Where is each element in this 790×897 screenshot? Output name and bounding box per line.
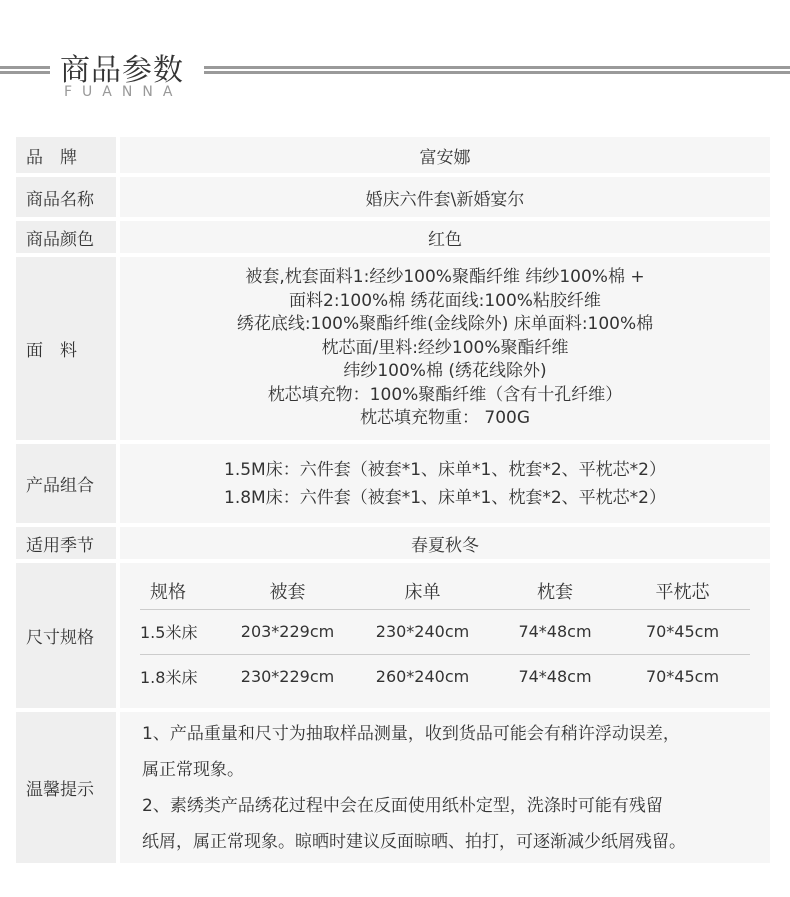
- combo-line: 1.5M床：六件套（被套*1、床单*1、枕套*2、平枕芯*2）: [224, 459, 666, 480]
- size-value: [120, 563, 770, 708]
- combo-label: 产品组合: [16, 444, 116, 523]
- header-rule-right: [204, 66, 790, 74]
- size-table-header: [140, 573, 750, 610]
- row-combo: [16, 444, 770, 523]
- size-label: 尺寸规格: [16, 563, 116, 708]
- tips-line: 2、素绣类产品绣花过程中会在反面使用纸朴定型，洗涤时可能有残留: [142, 795, 663, 816]
- brand-label: 品 牌: [16, 137, 116, 173]
- size-cell: 230*240cm: [375, 622, 470, 641]
- fabric-value: [120, 257, 770, 440]
- size-header-cell: 平枕芯: [655, 581, 710, 603]
- combo-value: [120, 444, 770, 523]
- fabric-line: 枕芯填充物：100%聚酯纤维（含有十孔纤维）: [267, 384, 623, 405]
- name-label: 商品名称: [16, 177, 116, 217]
- row-color: [16, 221, 770, 253]
- size-header-cell: 床单: [404, 581, 441, 603]
- tips-label: 温馨提示: [16, 712, 116, 863]
- fabric-label: 面 料: [16, 257, 116, 440]
- size-cell: 1.8米床: [140, 668, 198, 687]
- size-cell: 74*48cm: [518, 622, 592, 641]
- size-cell: 70*45cm: [645, 667, 720, 686]
- row-season: [16, 527, 770, 559]
- size-header-cell: 被套: [269, 581, 306, 603]
- tips-value: [120, 712, 770, 863]
- name-value: 婚庆六件套\新婚宴尔: [120, 177, 770, 217]
- season-value: 春夏秋冬: [120, 527, 770, 559]
- fabric-line: 枕芯填充物重： 700G: [359, 408, 531, 429]
- size-cell: 1.5米床: [140, 623, 198, 642]
- size-cell: 230*229cm: [240, 667, 335, 686]
- season-label: 适用季节: [16, 527, 116, 559]
- fabric-line: 纬纱100%棉 (绣花线除外): [343, 361, 547, 382]
- section-header: [0, 40, 790, 110]
- tips-line: 属正常现象。: [142, 759, 244, 780]
- size-cell: 74*48cm: [518, 667, 592, 686]
- size-table-row: [140, 655, 750, 699]
- size-cell: 203*229cm: [240, 622, 335, 641]
- page-subtitle: FUANNA: [64, 84, 183, 100]
- header-rule-left: [0, 66, 50, 74]
- row-size: [16, 563, 770, 708]
- tips-line: 1、产品重量和尺寸为抽取样品测量，收到货品可能会有稍许浮动误差，: [142, 723, 680, 744]
- row-brand: [16, 137, 770, 173]
- size-table-row: [140, 610, 750, 655]
- fabric-line: 绣花底线:100%聚酯纤维(金线除外) 床单面料:100%棉: [236, 314, 654, 335]
- page-title: 商品参数: [60, 53, 184, 88]
- combo-line: 1.8M床：六件套（被套*1、床单*1、枕套*2、平枕芯*2）: [224, 487, 666, 508]
- color-value: 红色: [120, 221, 770, 253]
- size-table: [140, 573, 750, 699]
- size-cell: 70*45cm: [645, 622, 720, 641]
- spec-table: [16, 137, 770, 867]
- fabric-line: 枕芯面/里料:经纱100%聚酯纤维: [321, 337, 569, 358]
- row-name: [16, 177, 770, 217]
- size-header-cell: 规格: [150, 581, 186, 603]
- row-tips: [16, 712, 770, 863]
- size-header-cell: 枕套: [537, 581, 573, 603]
- row-fabric: [16, 257, 770, 440]
- brand-value: 富安娜: [120, 137, 770, 173]
- fabric-line: 被套,枕套面料1:经纱100%聚酯纤维 纬纱100%棉 +: [245, 267, 645, 288]
- fabric-line: 面料2:100%棉 绣花面线:100%粘胶纤维: [289, 290, 601, 311]
- size-cell: 260*240cm: [375, 667, 470, 686]
- tips-line: 纸屑，属正常现象。晾晒时建议反面晾晒、拍打，可逐渐减少纸屑残留。: [142, 831, 686, 852]
- color-label: 商品颜色: [16, 221, 116, 253]
